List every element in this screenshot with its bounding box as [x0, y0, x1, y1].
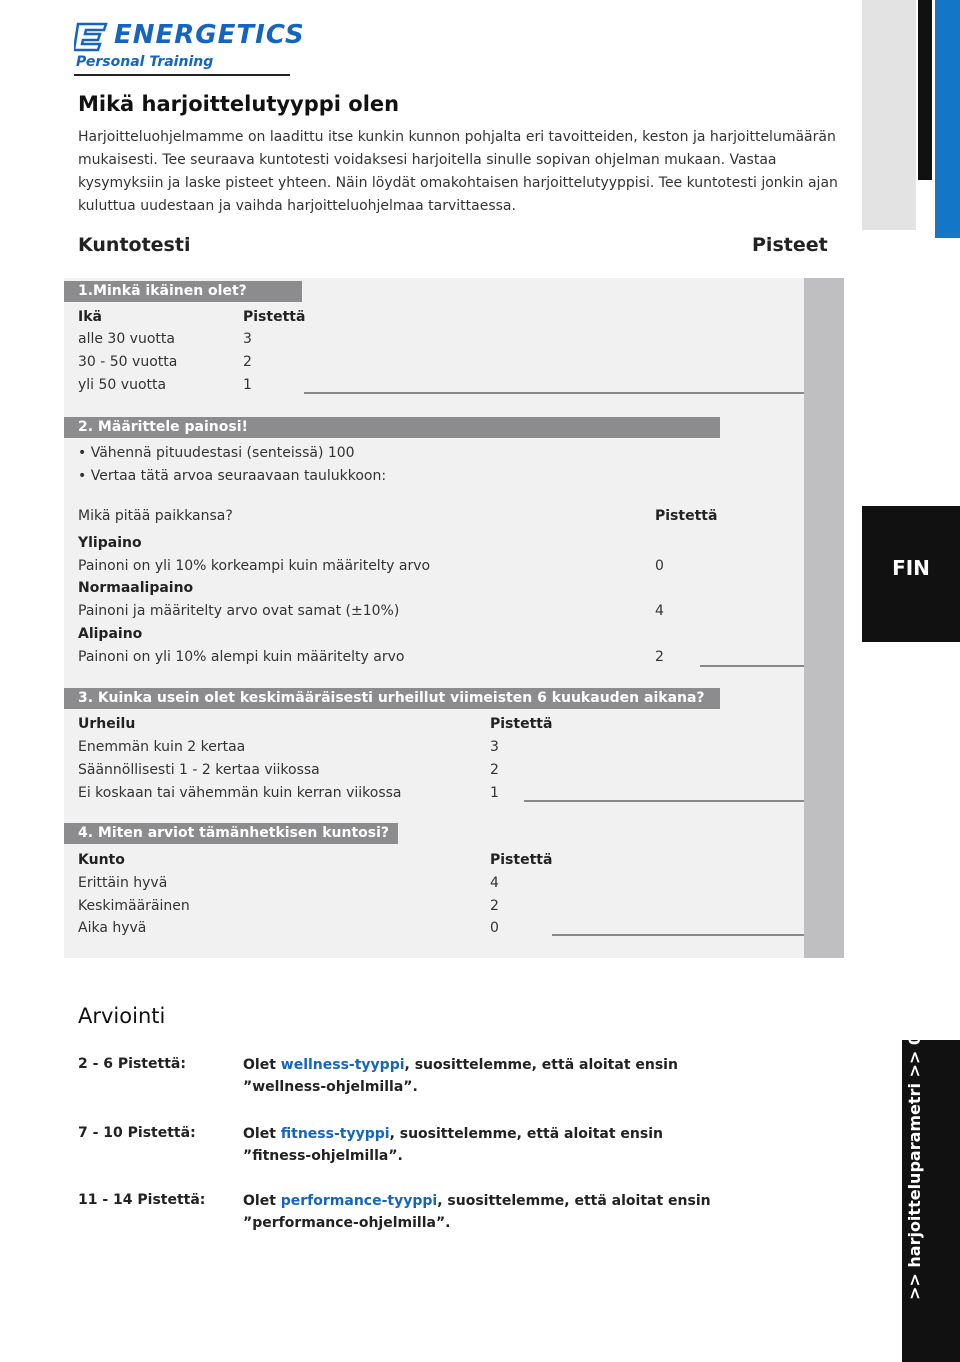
- q2-bullet-text: Vertaa tätä arvoa seuraavaan taulukkoon:: [90, 468, 387, 484]
- q2-group-heading: Ylipaino: [78, 535, 142, 551]
- q1-option-points: 1: [243, 377, 252, 393]
- result-suffix: , suosittelemme, että aloitat ensin: [389, 1126, 663, 1142]
- q1-column-label: Ikä: [78, 309, 102, 325]
- q2-option-points: 0: [655, 558, 664, 574]
- q2-group-heading: Alipaino: [78, 626, 143, 642]
- header-divider: [74, 74, 290, 76]
- test-heading: Kuntotesti: [78, 234, 191, 256]
- q2-option-label: Painoni on yli 10% korkeampi kuin määritelty arvo: [78, 558, 431, 574]
- result-type-fitness: fitness-tyyppi: [280, 1126, 390, 1142]
- result-program: ”wellness-ohjelmilla”.: [243, 1079, 418, 1095]
- q2-option-label: Painoni ja määritelty arvo ovat samat (±10%): [78, 603, 400, 619]
- evaluation-range: 7 - 10 Pistettä:: [78, 1125, 196, 1141]
- q4-option-label: Erittäin hyvä: [78, 875, 168, 891]
- question-1: 1.Minkä ikäinen olet?: [64, 281, 302, 302]
- q3-option-label: Säännöllisesti 1 - 2 kertaa viikossa: [78, 762, 320, 778]
- question-3: 3. Kuinka usein olet keskimääräisesti urheillut viimeisten 6 kuukauden aikana?: [64, 688, 720, 709]
- question-2: 2. Määrittele painosi!: [64, 417, 720, 438]
- points-heading: Pisteet: [752, 234, 828, 256]
- q1-option-label: alle 30 vuotta: [78, 331, 175, 347]
- side-bar-grey: [862, 0, 916, 230]
- result-prefix: Olet: [243, 1057, 281, 1073]
- evaluation-range: 11 - 14 Pistettä:: [78, 1192, 206, 1208]
- q3-answer-line[interactable]: [524, 800, 804, 802]
- energetics-logo-icon: [74, 22, 108, 52]
- evaluation-heading: Arviointi: [78, 1004, 166, 1028]
- q4-option-label: Aika hyvä: [78, 920, 147, 936]
- q4-column-label: Kunto: [78, 852, 125, 868]
- section-vertical-label: >> harjoitteluparametri >> 005: [905, 1011, 924, 1300]
- q2-points-label: Pistettä: [655, 508, 718, 524]
- q4-option-label: Keskimääräinen: [78, 898, 190, 914]
- q4-points-label: Pistettä: [490, 852, 553, 868]
- q1-option-points: 2: [243, 354, 252, 370]
- q2-option-points: 4: [655, 603, 664, 619]
- q3-option-points: 2: [490, 762, 499, 778]
- q1-option-points: 3: [243, 331, 252, 347]
- q4-answer-line[interactable]: [552, 934, 804, 936]
- q1-option-label: 30 - 50 vuotta: [78, 354, 178, 370]
- intro-paragraph: Harjoitteluohjelmamme on laadittu itse kunkin kunnon pohjalta eri tavoitteiden, keston ja harjoittelumäärän mukaisesti. Tee seuraava kuntotesti voidaksesi harjoitella sinulle sopivan ohjelman mukaan. Vastaa kysymyksiin ja laske pisteet yhteen. Näin löydät omakohtaisen harjoittelutyyppisi. Tee kuntotesti jonkin ajan kuluttua uudestaan ja vaihda harjoitteluohjelmaa tarvittaessa.: [78, 129, 838, 214]
- question-4: 4. Miten arviot tämänhetkisen kuntosi?: [64, 823, 398, 844]
- result-suffix: , suosittelemme, että aloitat ensin: [404, 1057, 678, 1073]
- result-type-wellness: wellness-tyyppi: [280, 1057, 405, 1073]
- result-type-performance: performance-tyyppi: [280, 1193, 438, 1209]
- q1-points-label: Pistettä: [243, 309, 306, 325]
- q2-bullet-text: Vähennä pituudestasi (senteissä) 100: [90, 445, 355, 461]
- score-column: [804, 278, 844, 958]
- q3-option-label: Enemmän kuin 2 kertaa: [78, 739, 246, 755]
- evaluation-result: [243, 1190, 723, 1234]
- q4-option-points: 2: [490, 898, 499, 914]
- result-program: ”performance-ohjelmilla”.: [243, 1215, 451, 1231]
- q2-column-label: Mikä pitää paikkansa?: [78, 508, 233, 524]
- result-prefix: Olet: [243, 1126, 281, 1142]
- result-suffix: , suosittelemme, että aloitat ensin: [437, 1193, 711, 1209]
- q2-group-heading: Normaalipaino: [78, 580, 194, 596]
- page-title: Mikä harjoittelutyyppi olen: [78, 92, 400, 116]
- language-label: FIN: [892, 556, 930, 580]
- evaluation-range: 2 - 6 Pistettä:: [78, 1056, 186, 1072]
- side-bar-black-top: [918, 0, 932, 180]
- q3-option-points: 1: [490, 785, 499, 801]
- q2-answer-line[interactable]: [700, 665, 804, 667]
- q3-option-points: 3: [490, 739, 499, 755]
- q2-option-label: Painoni on yli 10% alempi kuin määritelty arvo: [78, 649, 405, 665]
- q1-answer-line[interactable]: [304, 392, 804, 394]
- result-program: ”fitness-ohjelmilla”.: [243, 1148, 403, 1164]
- q2-bullet: • Vähennä pituudestasi (senteissä) 100: [78, 445, 355, 461]
- evaluation-result: [243, 1123, 723, 1167]
- q1-option-label: yli 50 vuotta: [78, 377, 167, 393]
- evaluation-result: [243, 1054, 723, 1098]
- q3-option-label: Ei koskaan tai vähemmän kuin kerran viikossa: [78, 785, 402, 801]
- logo-subtitle: Personal Training: [76, 54, 214, 70]
- result-prefix: Olet: [243, 1193, 281, 1209]
- logo-text: ENERGETICS: [114, 20, 305, 50]
- q4-option-points: 4: [490, 875, 499, 891]
- side-bar-blue: [935, 0, 960, 238]
- q2-option-points: 2: [655, 649, 664, 665]
- q4-option-points: 0: [490, 920, 499, 936]
- q2-bullet: • Vertaa tätä arvoa seuraavaan taulukkoon:: [78, 468, 387, 484]
- q3-column-label: Urheilu: [78, 716, 136, 732]
- q3-points-label: Pistettä: [490, 716, 553, 732]
